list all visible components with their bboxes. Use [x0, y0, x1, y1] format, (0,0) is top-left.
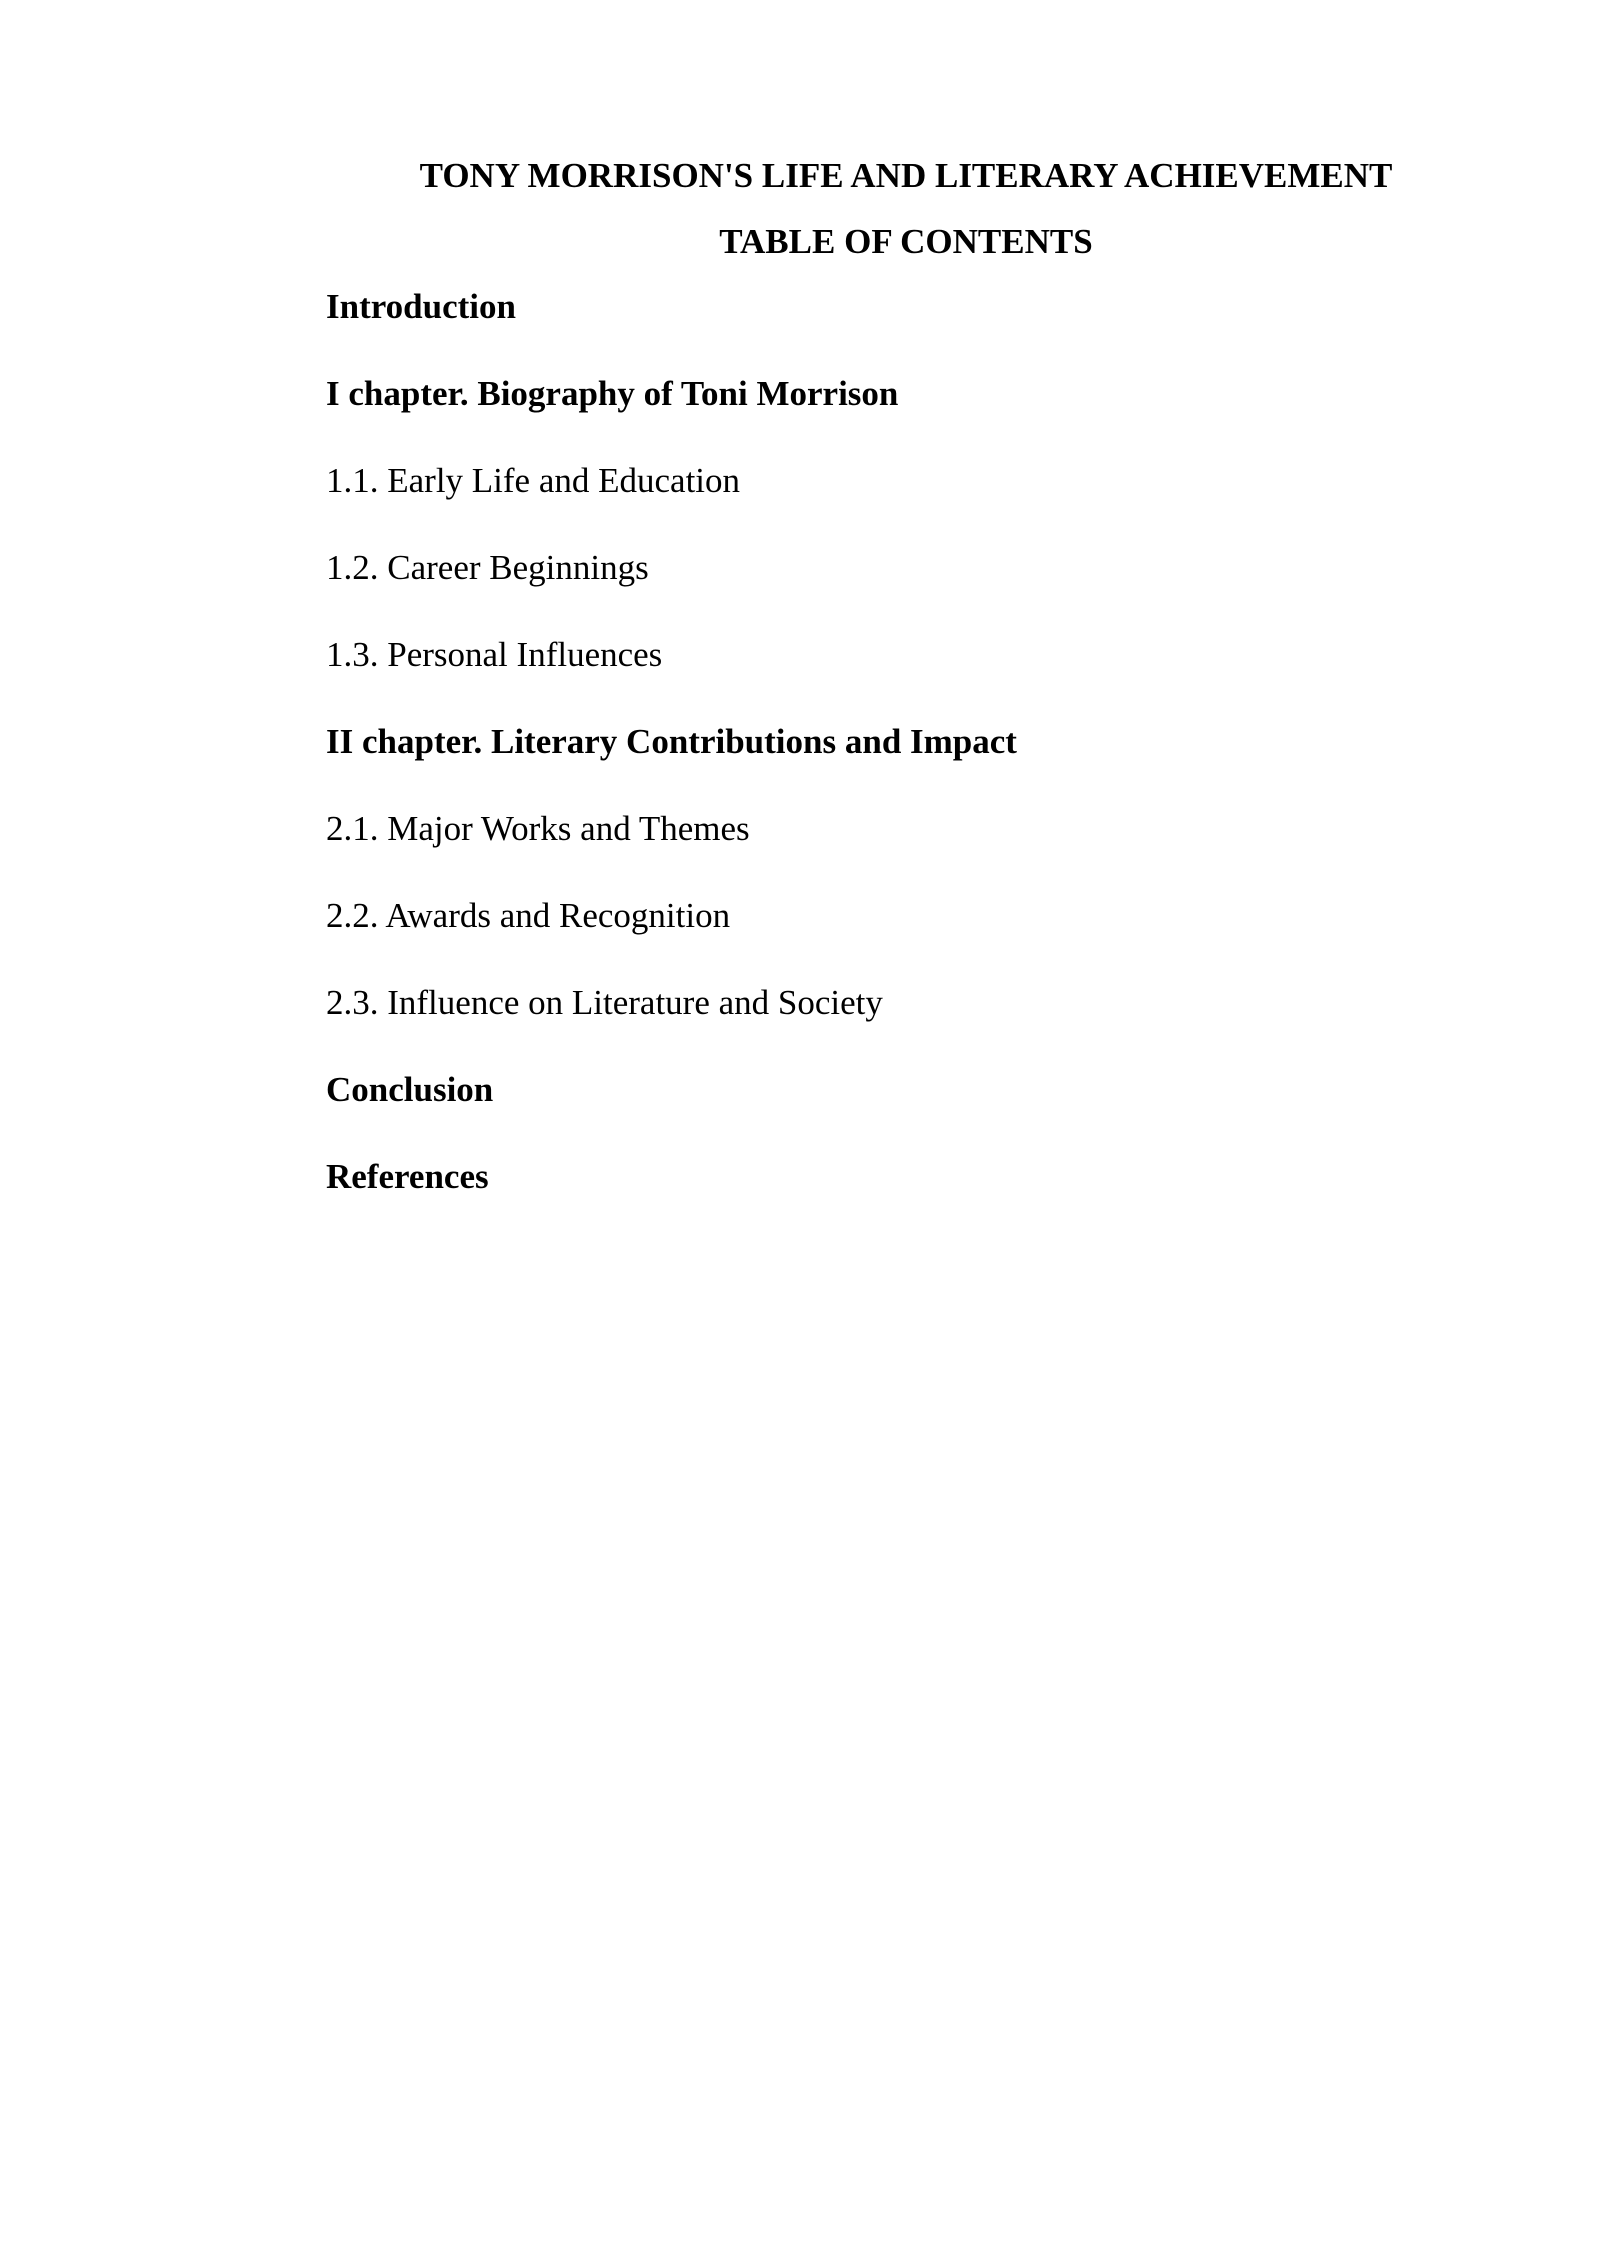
- toc-entry-references: References: [326, 1157, 489, 1196]
- toc-entry-introduction: Introduction: [326, 287, 516, 326]
- toc-heading: TABLE OF CONTENTS: [719, 222, 1093, 261]
- toc-entry-1-1: 1.1. Early Life and Education: [326, 461, 741, 500]
- toc-entry-chapter-2: II chapter. Literary Contributions and Impact: [326, 722, 1017, 761]
- toc-entry-1-3: 1.3. Personal Influences: [326, 635, 663, 674]
- toc-entry-2-3: 2.3. Influence on Literature and Society: [326, 983, 883, 1022]
- toc-entry-1-2: 1.2. Career Beginnings: [326, 548, 649, 587]
- table-of-contents: [326, 279, 1486, 1236]
- toc-entry-chapter-1: I chapter. Biography of Toni Morrison: [326, 374, 899, 413]
- toc-entry-conclusion: Conclusion: [326, 1070, 494, 1109]
- toc-entry-2-1: 2.1. Major Works and Themes: [326, 809, 750, 848]
- document-title: TONY MORRISON'S LIFE AND LITERARY ACHIEVEMENT: [419, 156, 1393, 195]
- toc-entry-2-2: 2.2. Awards and Recognition: [326, 896, 731, 935]
